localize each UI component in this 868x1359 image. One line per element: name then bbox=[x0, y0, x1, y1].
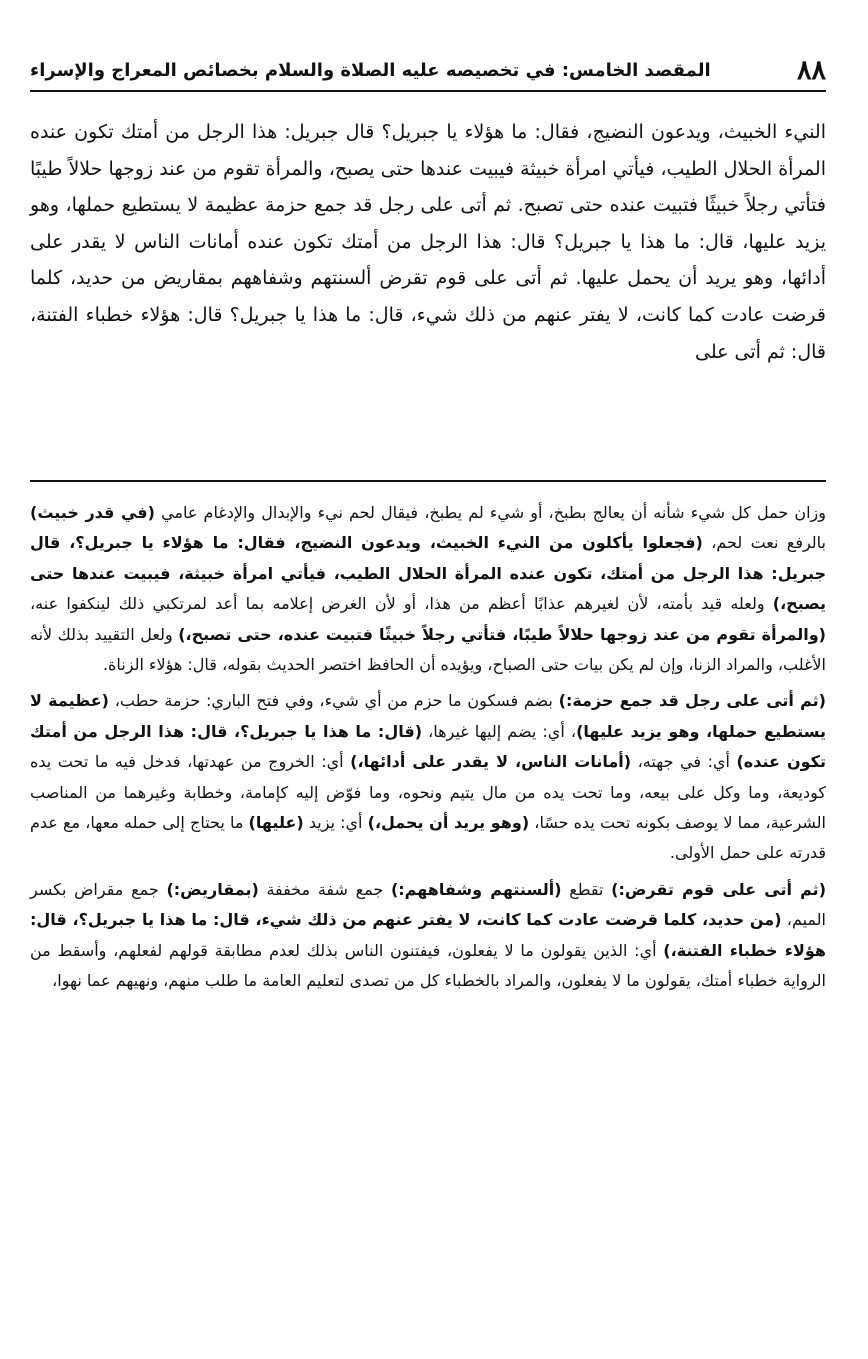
note-text: أي: الخروج من عهدتها، فدخل فيه ما تحت يده كوديعة، وما وكل على بيعه، وما تحت يده من مال يتيم ونحوه، وما فوّض إليه كإمامة، وخطابة وغيرهما من المناصب الشرعية، مما لا يوصف بكونه تحت يده حسًا، bbox=[30, 752, 827, 833]
quoted-text: (بمقاريض:) bbox=[166, 879, 259, 899]
note-text: أي: في جهته، bbox=[631, 752, 737, 772]
commentary-paragraph bbox=[30, 875, 826, 997]
quoted-text: (فجعلوا يأكلون من النيء الخبيث، ويدعون النضيج، فقال: ما هؤلاء يا جبريل؟، قال جبريل: هذا الرجل من أمتك، تكون عنده المرأة الحلال الطيب، فيأتي امرأة خبيثة، فيبيت عندها حتى يصبح،) bbox=[30, 533, 826, 614]
quoted-text: (أمانات الناس، لا يقدر على أدائها،) bbox=[350, 752, 632, 772]
note-text: تقطع bbox=[561, 879, 612, 899]
quoted-text: (عليها) bbox=[248, 813, 304, 833]
note-text: ولعل التقييد بذلك لأنه الأغلب، والمراد الزنا، وإن لم يكن بيات حتى الصباح، ويؤيده أن الحافظ اختصر الحديث بقوله، قال: هؤلاء الزناة. bbox=[30, 624, 826, 675]
quoted-text: (ثم أتى على قوم تقرض:) bbox=[611, 879, 827, 899]
footnote-separator bbox=[30, 480, 826, 482]
note-text: بالرفع نعت لحم، bbox=[702, 533, 826, 553]
quoted-text: (عظيمة لا يستطيع حملها، وهو يزيد عليها) bbox=[30, 691, 827, 741]
note-text: أي: يزيد bbox=[303, 813, 368, 833]
quoted-text: (ثم أتى على رجل قد جمع حزمة:) bbox=[558, 691, 826, 711]
commentary-block bbox=[30, 498, 826, 1003]
quoted-text: (والمرأة تقوم من عند زوجها حلالاً طيبًا، فتأتي رجلاً خبيثًا فتبيت عنده، حتى تصبح،) bbox=[178, 624, 826, 644]
note-text: وزان حمل كل شيء شأنه أن يعالج بطبخ، أو شيء لم يطبخ، فيقال لحم نيء والإبدال والإدغام عامي bbox=[154, 503, 826, 522]
page-header bbox=[30, 50, 826, 92]
note-text: ولعله قيد بأمته، لأن لغيرهم عذابًا أعظم من هذا، أو لأن الغرض إعلامه بما أعد لمرتكبي ذلك لينكفوا عنه، bbox=[30, 594, 773, 614]
running-title: المقصد الخامس: في تخصيصه عليه الصلاة والسلام بخصائص المعراج والإسراء bbox=[30, 59, 711, 81]
main-text-block bbox=[30, 114, 826, 370]
quoted-text: (وهو يريد أن يحمل،) bbox=[367, 813, 530, 833]
note-text: جمع مقراض بكسر الميم، bbox=[30, 879, 827, 930]
commentary-paragraph bbox=[30, 498, 826, 680]
page-number: ٨٨ bbox=[796, 54, 826, 86]
quoted-text: (في قدر خبيث) bbox=[30, 503, 155, 522]
note-text: بضم فسكون ما حزم من أي شيء، وفي فتح الباري: حزمة حطب، bbox=[108, 691, 559, 711]
quoted-text: (قال: ما هذا يا جبريل؟، قال: هذا الرجل من أمتك تكون عنده) bbox=[30, 721, 826, 772]
quoted-text: (من حديد، كلما قرضت عادت كما كانت، لا يفتر عنهم من ذلك شيء، قال: ما هذا يا جبريل؟، قال: هؤلاء خطباء الفتنة،) bbox=[30, 910, 826, 960]
quoted-text: (ألسنتهم وشفاههم:) bbox=[390, 879, 562, 899]
note-text: جمع شفة مخففة bbox=[258, 879, 391, 899]
main-paragraph: النيء الخبيث، ويدعون النضيج، فقال: ما هؤلاء يا جبريل؟ قال جبريل: هذا الرجل من أمتك تكون عنده المرأة الحلال الطيب، فيأتي امرأة خبيثة فيبيت عندها حتى يصبح، والمرأة تقوم من عند زوجها حلالاً طيبًا فتأتي رجلاً خبيثًا فتبيت عنده حتى تصبح. ثم أتى على رجل قد جمع حزمة عظيمة لا يستطيع حملها، وهو يزيد عليها، قال: ما هذا يا جبريل؟ قال: هذا الرجل من أمتك تكون عنده أمانات الناس لا يقدر على أدائها، وهو يريد أن يحمل عليها. ثم أتى على قوم تقرض ألسنتهم وشفاههم بمقاريض من حديد، كلما قرضت عادت كما كانت، لا يفتر عنهم من ذلك شيء، قال: ما هذا يا جبريل؟ قال: هؤلاء خطباء الفتنة، قال: ثم أتى على bbox=[30, 121, 826, 363]
note-text: ما يحتاج إلى حمله معها، مع عدم قدرته على حمل الأولى. bbox=[30, 813, 826, 863]
note-text: ، أي: يضم إليها غيرها، bbox=[422, 721, 577, 741]
commentary-paragraph bbox=[30, 686, 826, 868]
note-text: أي: الذين يقولون ما لا يفعلون، فيفتنون الناس بذلك لعدم مطابقة قولهم لفعلهم، وأسقط من الرواية خطباء أمتك، يقولون ما لا يفعلون، والمراد بالخطباء كل من تصدى لتعليم العامة ما طلب منهم، ونهيهم عما نهوا، bbox=[30, 940, 826, 991]
